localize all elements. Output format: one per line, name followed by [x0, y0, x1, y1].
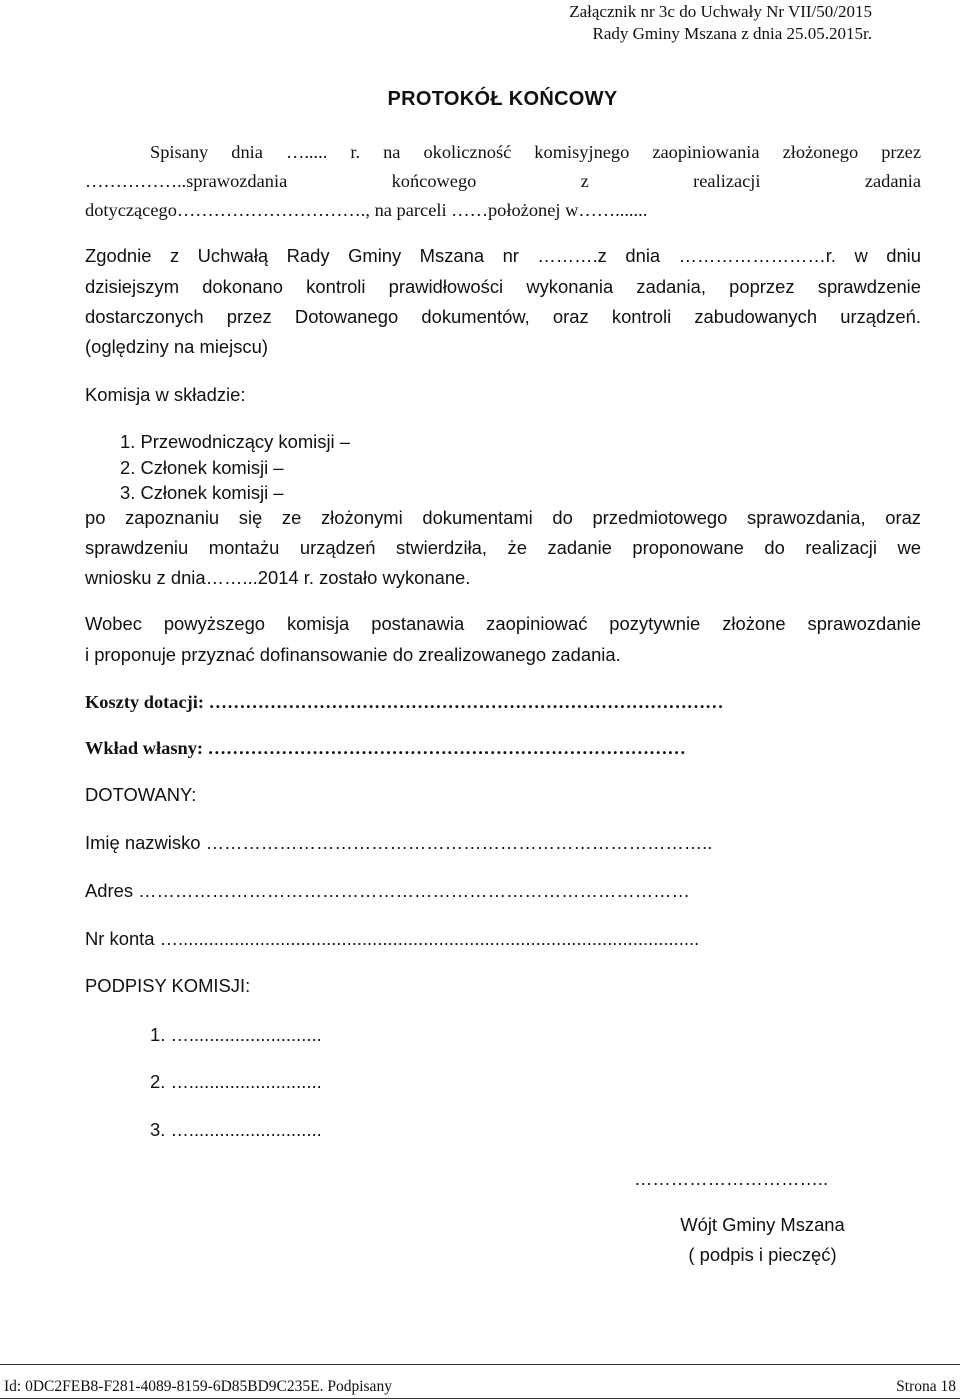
paragraph2-line-3: wniosku z dnia……...2014 r. zostało wykonane.	[85, 567, 471, 588]
beneficiary-label: DOTOWANY:	[85, 784, 197, 805]
paragraph2-line-2: sprawdzeniu montażu urządzeń stwierdziła, że zadanie proponowane do realizacji we	[85, 537, 921, 558]
paragraph3-line-1: Wobec powyższego komisja postanawia zaopiniować pozytywnie złożone sprawozdanie	[85, 613, 921, 634]
document-signature-id: Id: 0DC2FEB8-F281-4089-8159-6D85BD9C235E. Podpisany	[4, 1378, 392, 1395]
page-number: Strona 18	[896, 1378, 956, 1395]
paragraph3-line-2: i proponuje przyznać dofinansowanie do zrealizowanego zadania.	[85, 644, 621, 665]
intro-line-2: ……………..sprawozdania końcowego z realizacji zadania	[85, 171, 921, 191]
signature-line-1: 1. …..........................	[150, 1024, 322, 1045]
paragraph1-line-3: dostarczonych przez Dotowanego dokumentów, oraz kontroli zabudowanych urządzeń.	[85, 306, 921, 327]
commission-member-1: 1. Przewodniczący komisji –	[120, 431, 350, 452]
own-contribution-field: Wkład własny: ……………………………………………………………………	[85, 738, 686, 758]
attachment-note-line2: Rady Gminy Mszana z dnia 25.05.2015r.	[592, 24, 872, 43]
mayor-signature-dots: …………………………..	[634, 1168, 829, 1189]
intro-line-3: dotyczącego…………………………., na parceli ……położonej w…….......	[85, 200, 648, 220]
commission-member-3: 3. Członek komisji –	[120, 482, 284, 503]
paragraph1-line-4: (oględziny na miejscu)	[85, 336, 268, 357]
paragraph1-line-1: Zgodnie z Uchwałą Rady Gminy Mszana nr ……….z dnia ……………………r. w dniu	[85, 245, 921, 266]
signature-line-2: 2. …..........................	[150, 1071, 322, 1092]
commission-signatures-label: PODPISY KOMISJI:	[85, 975, 251, 996]
mayor-stamp-note: ( podpis i pieczęć)	[688, 1244, 837, 1265]
signature-line-3: 3. …..........................	[150, 1119, 322, 1140]
subsidy-cost-field: Koszty dotacji: …………………………………………………………………………	[85, 692, 724, 712]
paragraph1-line-2: dzisiejszym dokonano kontroli prawidłowości wykonania zadania, poprzez sprawdzenie	[85, 276, 921, 297]
footer-rule-top	[0, 1364, 960, 1365]
beneficiary-address-field: Adres ………………………………………………………………………………	[85, 880, 690, 901]
document-title: PROTOKÓŁ KOŃCOWY	[387, 88, 618, 110]
commission-label: Komisja w składzie:	[85, 384, 246, 405]
paragraph2-line-1: po zapoznaniu się ze złożonymi dokumentami do przedmiotowego sprawozdania, oraz	[85, 507, 921, 528]
commission-member-2: 2. Członek komisji –	[120, 457, 284, 478]
mayor-title: Wójt Gminy Mszana	[680, 1214, 845, 1235]
attachment-note-line1: Załącznik nr 3c do Uchwały Nr VII/50/2015	[569, 2, 872, 21]
intro-line-1: Spisany dnia …..... r. na okoliczność komisyjnego zaopiniowania złożonego przez	[150, 142, 921, 162]
beneficiary-name-field: Imię nazwisko ………………………………………………………………………..	[85, 832, 713, 853]
beneficiary-account-field: Nr konta …......................................................................................................	[85, 928, 700, 949]
